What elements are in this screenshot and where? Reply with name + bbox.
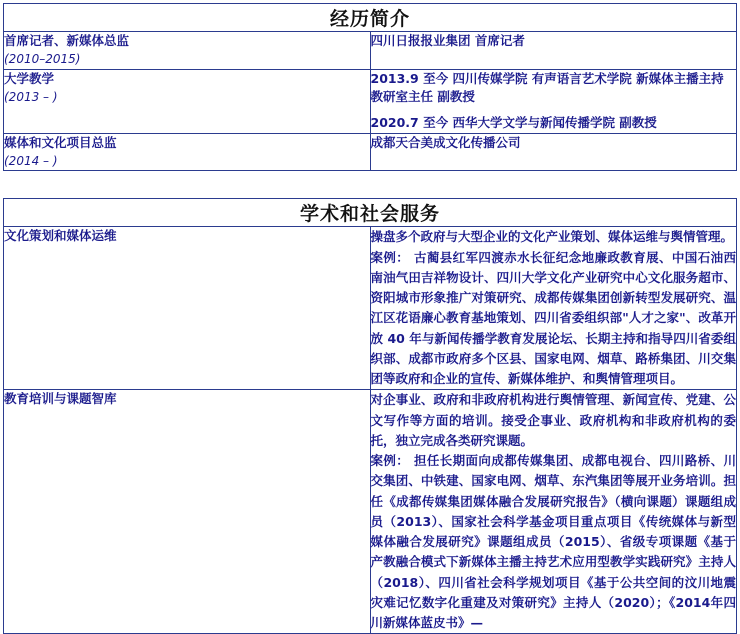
table-row bbox=[4, 227, 737, 390]
table-row bbox=[4, 390, 737, 634]
row-value-chief-reporter bbox=[370, 32, 737, 70]
row-label-culture-planning bbox=[4, 227, 371, 390]
experience-section-table bbox=[3, 3, 737, 171]
section-title-row bbox=[4, 199, 737, 227]
table-row bbox=[4, 69, 737, 133]
section-title-row bbox=[4, 4, 737, 32]
document-page bbox=[0, 3, 740, 631]
row-value-education-training bbox=[370, 390, 737, 634]
label-years: (2013 – ) bbox=[4, 89, 58, 104]
section-title-experience: 经历简介 bbox=[4, 4, 737, 32]
table-row bbox=[4, 133, 737, 171]
label-years: (2010–2015) bbox=[4, 52, 81, 67]
paragraph: 案例： 担任长期面向成都传媒集团、成都电视台、四川路桥、川交集团、中铁建、国家电网、烟草、东汽集团等展开业务培训。担任《成都传媒集团媒体融合发展研究报告》（横向课题）课题组成员（2013）、国家社会科学基金项目重点项目《传统媒体与新型媒体融合发展研究》课题组成员（2015）、省级专项课题《基于产教融合模式下新媒体主播主持艺术应用型教学实践研究》主持人（2018）、四川省社会科学规划项目《基于公共空间的汶川地震灾难记忆数字化重建及对策研究》主持人（2020）；《2014年四川新媒体蓝皮书》— bbox=[370, 453, 736, 631]
label-text: 教育培训与课题智库 bbox=[4, 391, 117, 407]
paragraph: 案例： 古蔺县红军四渡赤水长征纪念地廉政教育展、中国石油西南油气田吉祥物设计、四川大学文化产业研究中心文化服务超市、资阳城市形象推广对策研究、成都传媒集团创新转型发展研究、温江区花语廉心教育基地策划、四川省委组织部"人才之家"、改革开放 40 年与新闻传播学教育发展论坛、长期主持和指导四川省委组织部、成都市政府多个区县、国家电网、烟草、路桥集团、川交集团等政府和企业的宣传、新媒体维护、和舆情管理项目。 bbox=[370, 249, 736, 387]
row-value-media-culture-director bbox=[370, 133, 737, 171]
section-gap bbox=[0, 171, 740, 195]
row-label-media-culture-director bbox=[4, 133, 371, 171]
value-line: 四川日报报业集团 首席记者 bbox=[370, 33, 525, 48]
label-text: 大学教学 bbox=[4, 70, 55, 86]
table-row bbox=[4, 32, 737, 70]
row-label-education-training bbox=[4, 390, 371, 634]
paragraph: 操盘多个政府与大型企业的文化产业策划、媒体运维与舆情管理。 bbox=[370, 229, 734, 245]
value-line: 2020.7 至今 西华大学文学与新闻传播学院 副教授 bbox=[370, 115, 657, 131]
paragraph: 对企事业、政府和非政府机构进行舆情管理、新闻宣传、党建、公文写作等方面的培训。接受企事业、政府机构和非政府机构的委托，独立完成各类研究课题。 bbox=[370, 392, 736, 448]
value-line: 2013.9 至今 四川传媒学院 有声语言艺术学院 新媒体主播主持教研室主任 副教授 bbox=[370, 70, 724, 105]
label-years: (2014 – ) bbox=[4, 153, 58, 168]
academic-service-section-table bbox=[3, 198, 737, 634]
row-label-chief-reporter bbox=[4, 32, 371, 70]
label-text: 媒体和文化项目总监 bbox=[4, 134, 117, 150]
label-text: 首席记者、新媒体总监 bbox=[4, 33, 130, 48]
row-value-university-teaching bbox=[370, 69, 737, 133]
label-text: 文化策划和媒体运维 bbox=[4, 228, 117, 244]
row-value-culture-planning bbox=[370, 227, 737, 390]
row-label-university-teaching bbox=[4, 69, 371, 133]
value-line: 成都天合美成文化传播公司 bbox=[370, 134, 521, 150]
section-title-academic-service: 学术和社会服务 bbox=[4, 199, 737, 227]
